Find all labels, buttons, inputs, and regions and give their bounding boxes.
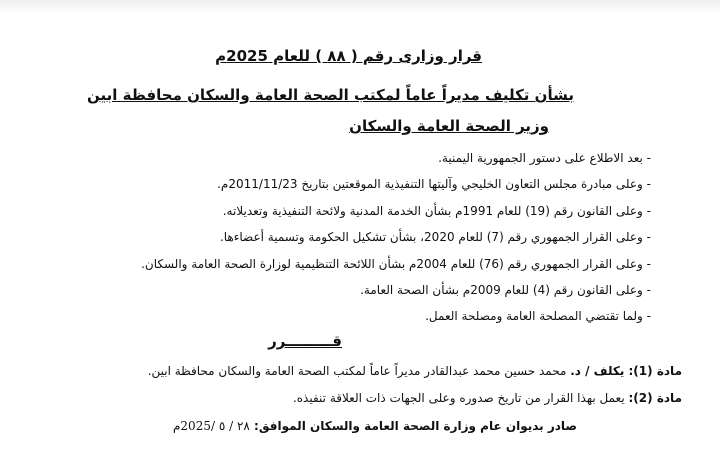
basis-item: - ولما تقتضي المصلحة العامة ومصلحة العمل. <box>425 309 651 324</box>
issuance-date: ٢٨ / ٥ /2025م <box>172 419 250 433</box>
basis-item: - وعلى القرار الجمهوري رقم (7) للعام 2020، بشأن تشكيل الحكومة وتسمية أعضاءها. <box>219 230 651 245</box>
article-1-label: مادة (1): يكلف / د. <box>570 364 682 378</box>
issuer-heading: وزير الصحة العامة والسكان <box>349 117 549 135</box>
basis-item: - وعلى القرار الجمهوري رقم (76) للعام 2004م بشأن اللائحة التنظيمية لوزارة الصحة العامة والسكان. <box>141 256 651 271</box>
article-1 <box>148 364 682 378</box>
basis-item: - وعلى القانون رقم (19) للعام 1991م بشأن الخدمة المدنية ولائحة التنفيذية وتعديلاته. <box>222 203 651 218</box>
decision-title: قرار وزارى رقم ( ٨٨ ) للعام 2025م <box>215 47 482 65</box>
decided-heading: قـــــــــرر <box>268 332 342 350</box>
scan-edge <box>0 0 720 14</box>
issuance-line <box>173 419 577 433</box>
article-2 <box>293 391 682 405</box>
legal-basis-list <box>51 145 651 330</box>
article-1-text: محمد حسين محمد عبدالقادر مديراً عاماً لمكتب الصحة العامة والسكان محافظة ابين. <box>147 364 567 378</box>
article-2-text: يعمل بهذا القرار من تاريخ صدوره وعلى الجهات ذات العلاقة تنفيذه. <box>292 391 625 405</box>
issuance-text: صادر بديوان عام وزارة الصحة العامة والسكان الموافق: <box>254 419 577 433</box>
decision-subject: بشأن تكليف مديراً عاماً لمكتب الصحة العامة والسكان محافظة ابين <box>87 86 574 104</box>
basis-item: - وعلى القانون رقم (4) للعام 2009م بشأن الصحة العامة. <box>360 282 651 297</box>
article-2-label: مادة (2): <box>628 391 682 405</box>
basis-item: - وعلى مبادرة مجلس التعاون الخليجي وآليتها التنفيذية الموقعتين بتاريخ 2011/11/23م. <box>217 177 651 192</box>
basis-item: - بعد الاطلاع على دستور الجمهورية اليمنية. <box>438 151 651 165</box>
